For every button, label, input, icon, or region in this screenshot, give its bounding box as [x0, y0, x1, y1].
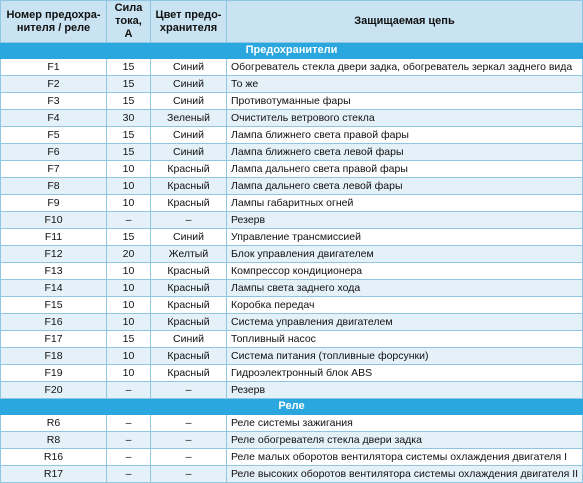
color-cell: Синий	[151, 76, 227, 93]
current-cell: 15	[107, 331, 151, 348]
number-cell: F15	[1, 297, 107, 314]
number-cell: F13	[1, 263, 107, 280]
number-cell: F4	[1, 110, 107, 127]
table-row	[1, 432, 583, 449]
current-cell: 15	[107, 59, 151, 76]
current-cell: –	[107, 466, 151, 483]
table-row	[1, 415, 583, 432]
circuit-cell: Управление трансмиссией	[227, 229, 583, 246]
number-cell: F14	[1, 280, 107, 297]
table-row	[1, 263, 583, 280]
circuit-cell: Очиститель ветрового стекла	[227, 110, 583, 127]
current-cell: 15	[107, 76, 151, 93]
current-cell: –	[107, 212, 151, 229]
table-row	[1, 280, 583, 297]
table-row	[1, 229, 583, 246]
number-cell: F8	[1, 178, 107, 195]
current-cell: 10	[107, 314, 151, 331]
circuit-cell: Противотуманные фары	[227, 93, 583, 110]
table-row	[1, 449, 583, 466]
current-cell: 15	[107, 144, 151, 161]
current-cell: 15	[107, 127, 151, 144]
number-cell: F9	[1, 195, 107, 212]
column-header-circuit: Защищаемая цепь	[227, 1, 583, 43]
color-cell: –	[151, 415, 227, 432]
color-cell: Синий	[151, 93, 227, 110]
current-cell: –	[107, 382, 151, 399]
color-cell: –	[151, 466, 227, 483]
color-cell: Красный	[151, 263, 227, 280]
table-row	[1, 297, 583, 314]
table-row	[1, 161, 583, 178]
current-cell: 15	[107, 93, 151, 110]
color-cell: Красный	[151, 365, 227, 382]
column-header-color: Цвет предо-хранителя	[151, 1, 227, 43]
circuit-cell: Реле обогревателя стекла двери задка	[227, 432, 583, 449]
table-row	[1, 144, 583, 161]
table-row	[1, 59, 583, 76]
color-cell: Синий	[151, 331, 227, 348]
number-cell: R6	[1, 415, 107, 432]
circuit-cell: Коробка передач	[227, 297, 583, 314]
number-cell: F11	[1, 229, 107, 246]
number-cell: F3	[1, 93, 107, 110]
color-cell: Красный	[151, 314, 227, 331]
circuit-cell: Система питания (топливные форсунки)	[227, 348, 583, 365]
table-row	[1, 314, 583, 331]
current-cell: 15	[107, 229, 151, 246]
circuit-cell: Лампа ближнего света правой фары	[227, 127, 583, 144]
circuit-cell: Система управления двигателем	[227, 314, 583, 331]
color-cell: Зеленый	[151, 110, 227, 127]
table-row	[1, 127, 583, 144]
table-row	[1, 246, 583, 263]
circuit-cell: Топливный насос	[227, 331, 583, 348]
column-header-current: Сила тока, А	[107, 1, 151, 43]
table-row	[1, 93, 583, 110]
table-body	[1, 43, 583, 483]
circuit-cell: Лампы габаритных огней	[227, 195, 583, 212]
section-title: Предохранители	[1, 43, 583, 59]
color-cell: Синий	[151, 127, 227, 144]
number-cell: F7	[1, 161, 107, 178]
table-row	[1, 212, 583, 229]
circuit-cell: Лампы света заднего хода	[227, 280, 583, 297]
current-cell: 30	[107, 110, 151, 127]
current-cell: –	[107, 432, 151, 449]
color-cell: Синий	[151, 144, 227, 161]
table-row	[1, 110, 583, 127]
current-cell: 10	[107, 348, 151, 365]
circuit-cell: Резерв	[227, 212, 583, 229]
table-row	[1, 382, 583, 399]
color-cell: Красный	[151, 195, 227, 212]
number-cell: R17	[1, 466, 107, 483]
section-header-row	[1, 43, 583, 59]
number-cell: F1	[1, 59, 107, 76]
circuit-cell: Лампа дальнего света левой фары	[227, 178, 583, 195]
circuit-cell: Лампа дальнего света правой фары	[227, 161, 583, 178]
color-cell: –	[151, 382, 227, 399]
color-cell: Красный	[151, 348, 227, 365]
table-row	[1, 178, 583, 195]
table-row	[1, 195, 583, 212]
color-cell: Красный	[151, 297, 227, 314]
current-cell: 20	[107, 246, 151, 263]
table-row	[1, 365, 583, 382]
color-cell: Синий	[151, 229, 227, 246]
color-cell: –	[151, 432, 227, 449]
color-cell: –	[151, 212, 227, 229]
circuit-cell: Компрессор кондиционера	[227, 263, 583, 280]
circuit-cell: Обогреватель стекла двери задка, обогреватель зеркал заднего вида	[227, 59, 583, 76]
number-cell: F12	[1, 246, 107, 263]
table-row	[1, 331, 583, 348]
circuit-cell: Лампа ближнего света левой фары	[227, 144, 583, 161]
color-cell: Красный	[151, 161, 227, 178]
circuit-cell: Реле высоких оборотов вентилятора системы охлаждения двигателя II	[227, 466, 583, 483]
circuit-cell: Резерв	[227, 382, 583, 399]
current-cell: –	[107, 449, 151, 466]
column-header-number: Номер предохра-нителя / реле	[1, 1, 107, 43]
circuit-cell: Реле малых оборотов вентилятора системы охлаждения двигателя I	[227, 449, 583, 466]
table-row	[1, 348, 583, 365]
current-cell: 10	[107, 178, 151, 195]
color-cell: Желтый	[151, 246, 227, 263]
table-row	[1, 76, 583, 93]
color-cell: Синий	[151, 59, 227, 76]
current-cell: –	[107, 415, 151, 432]
number-cell: F6	[1, 144, 107, 161]
header-row	[1, 1, 583, 43]
number-cell: F2	[1, 76, 107, 93]
color-cell: –	[151, 449, 227, 466]
color-cell: Красный	[151, 280, 227, 297]
current-cell: 10	[107, 195, 151, 212]
number-cell: F16	[1, 314, 107, 331]
circuit-cell: Блок управления двигателем	[227, 246, 583, 263]
number-cell: F20	[1, 382, 107, 399]
current-cell: 10	[107, 263, 151, 280]
current-cell: 10	[107, 161, 151, 178]
circuit-cell: То же	[227, 76, 583, 93]
color-cell: Красный	[151, 178, 227, 195]
number-cell: F18	[1, 348, 107, 365]
circuit-cell: Гидроэлектронный блок ABS	[227, 365, 583, 382]
current-cell: 10	[107, 365, 151, 382]
table-row	[1, 466, 583, 483]
current-cell: 10	[107, 297, 151, 314]
number-cell: R16	[1, 449, 107, 466]
section-header-row	[1, 399, 583, 415]
number-cell: F10	[1, 212, 107, 229]
number-cell: F17	[1, 331, 107, 348]
number-cell: F5	[1, 127, 107, 144]
number-cell: F19	[1, 365, 107, 382]
number-cell: R8	[1, 432, 107, 449]
current-cell: 10	[107, 280, 151, 297]
circuit-cell: Реле системы зажигания	[227, 415, 583, 432]
section-title: Реле	[1, 399, 583, 415]
